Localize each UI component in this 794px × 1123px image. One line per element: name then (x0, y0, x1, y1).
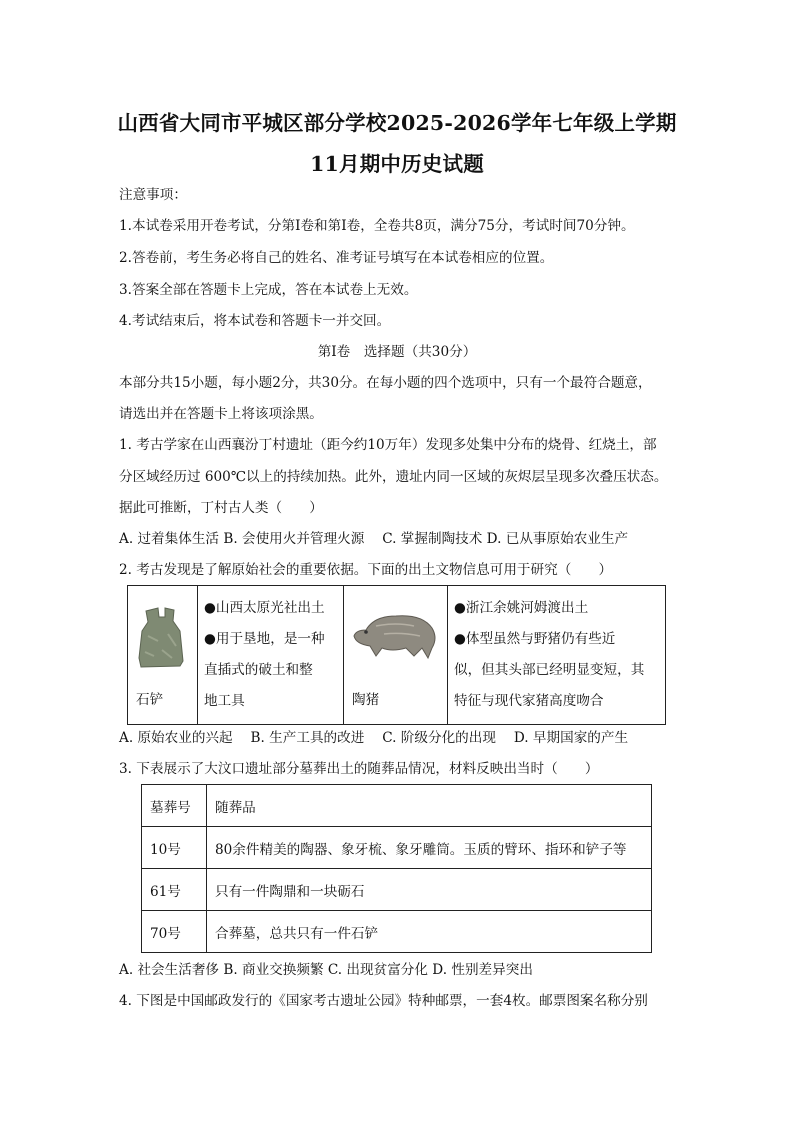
section-heading: 第Ⅰ卷 选择题（共30分） (317, 344, 477, 360)
q3-options: A. 社会生活奢侈 B. 商业交换频繁 C. 出现贫富分化 D. 性别差异突出 (119, 962, 533, 978)
q2-options: A. 原始农业的兴起 B. 生产工具的改进 C. 阶级分化的出现 D. 早期国家的产生 (119, 730, 629, 746)
q2-artifact-table (127, 585, 666, 725)
table-cell: 10号 (142, 827, 207, 869)
q1-stem-line2: 分区域经历过 600℃以上的持续加热。此外，遗址内同一区域的灰烬层呈现多次叠压状态。 (119, 469, 668, 485)
table-cell: 合葬墓，总共只有一件石铲 (207, 911, 652, 953)
notes-heading: 注意事项： (119, 187, 187, 203)
q1-options: A. 过着集体生活 B. 会使用火并管理火源 C. 掌握制陶技术 D. 已从事原始农业生产 (119, 531, 629, 547)
q2-pottery-pig-cell (344, 586, 448, 725)
stone-shovel-bullet-1: ●山西太原光社出土 (204, 600, 325, 616)
stone-shovel-bullet-4: 地工具 (204, 693, 245, 709)
table-header-cell: 随葬品 (207, 785, 652, 827)
section-intro-1: 本部分共15小题，每小题2分，共30分。在每小题的四个选项中，只有一个最符合题意， (119, 375, 652, 391)
notes-item-1: 1.本试卷采用开卷考试，分第Ⅰ卷和第Ⅰ卷，全卷共8页，满分75分，考试时间70分钟。 (119, 218, 635, 234)
notes-item-2: 2.答卷前，考生务必将自己的姓名、准考证号填写在本试卷相应的位置。 (119, 250, 554, 266)
pottery-pig-bullet-1: ●浙江余姚河姆渡出土 (454, 600, 589, 616)
q1-stem-line1: 1. 考古学家在山西襄汾丁村遗址（距今约10万年）发现多处集中分布的烧骨、红烧土，部 (119, 437, 657, 453)
table-row (142, 827, 652, 869)
q3-burial-table (141, 784, 652, 953)
stone-shovel-bullet-3: 直插式的破土和整 (204, 662, 313, 678)
notes-item-3: 3.答案全部在答题卡上完成，答在本试卷上无效。 (119, 282, 418, 298)
pottery-pig-caption: 陶猪 (352, 692, 380, 708)
table-cell: 61号 (142, 869, 207, 911)
table-header-row (142, 785, 652, 827)
section-intro-2: 请选出并在答题卡上将该项涂黑。 (119, 406, 323, 422)
q2-stone-shovel-info (198, 586, 344, 725)
pottery-pig-bullet-2: ●体型虽然与野猪仍有些近 (454, 631, 616, 647)
table-cell: 只有一件陶鼎和一块砺石 (207, 869, 652, 911)
table-row (142, 869, 652, 911)
table-row (142, 911, 652, 953)
table-header-cell: 墓葬号 (142, 785, 207, 827)
stone-shovel-caption: 石铲 (136, 692, 164, 708)
exam-title-line2: 11月期中历史试题 (310, 152, 484, 176)
table-cell: 70号 (142, 911, 207, 953)
notes-item-4: 4.考试结束后，将本试卷和答题卡一并交回。 (119, 313, 391, 329)
q2-pottery-pig-info (448, 586, 666, 725)
q3-stem: 3. 下表展示了大汶口遗址部分墓葬出土的随葬品情况，材料反映出当时（ ） (119, 761, 599, 777)
pottery-pig-bullet-3: 似，但其头部已经明显变短，其 (454, 662, 645, 678)
q1-stem-line3: 据此可推断，丁村古人类（ ） (119, 500, 323, 516)
stone-shovel-bullet-2: ●用于垦地，是一种 (204, 631, 325, 647)
exam-title-line1: 山西省大同市平城区部分学校2025-2026学年七年级上学期 (117, 111, 677, 135)
q2-stem: 2. 考古发现是了解原始社会的重要依据。下面的出土文物信息可用于研究（ ） (119, 562, 613, 578)
q2-stone-shovel-cell (128, 586, 198, 725)
q4-stem: 4. 下图是中国邮政发行的《国家考古遗址公园》特种邮票，一套4枚。邮票图案名称分别 (119, 993, 648, 1009)
pottery-pig-bullet-4: 特征与现代家猪高度吻合 (454, 693, 604, 709)
table-cell: 80余件精美的陶器、象牙梳、象牙雕筒。玉质的臂环、指环和铲子等 (207, 827, 652, 869)
